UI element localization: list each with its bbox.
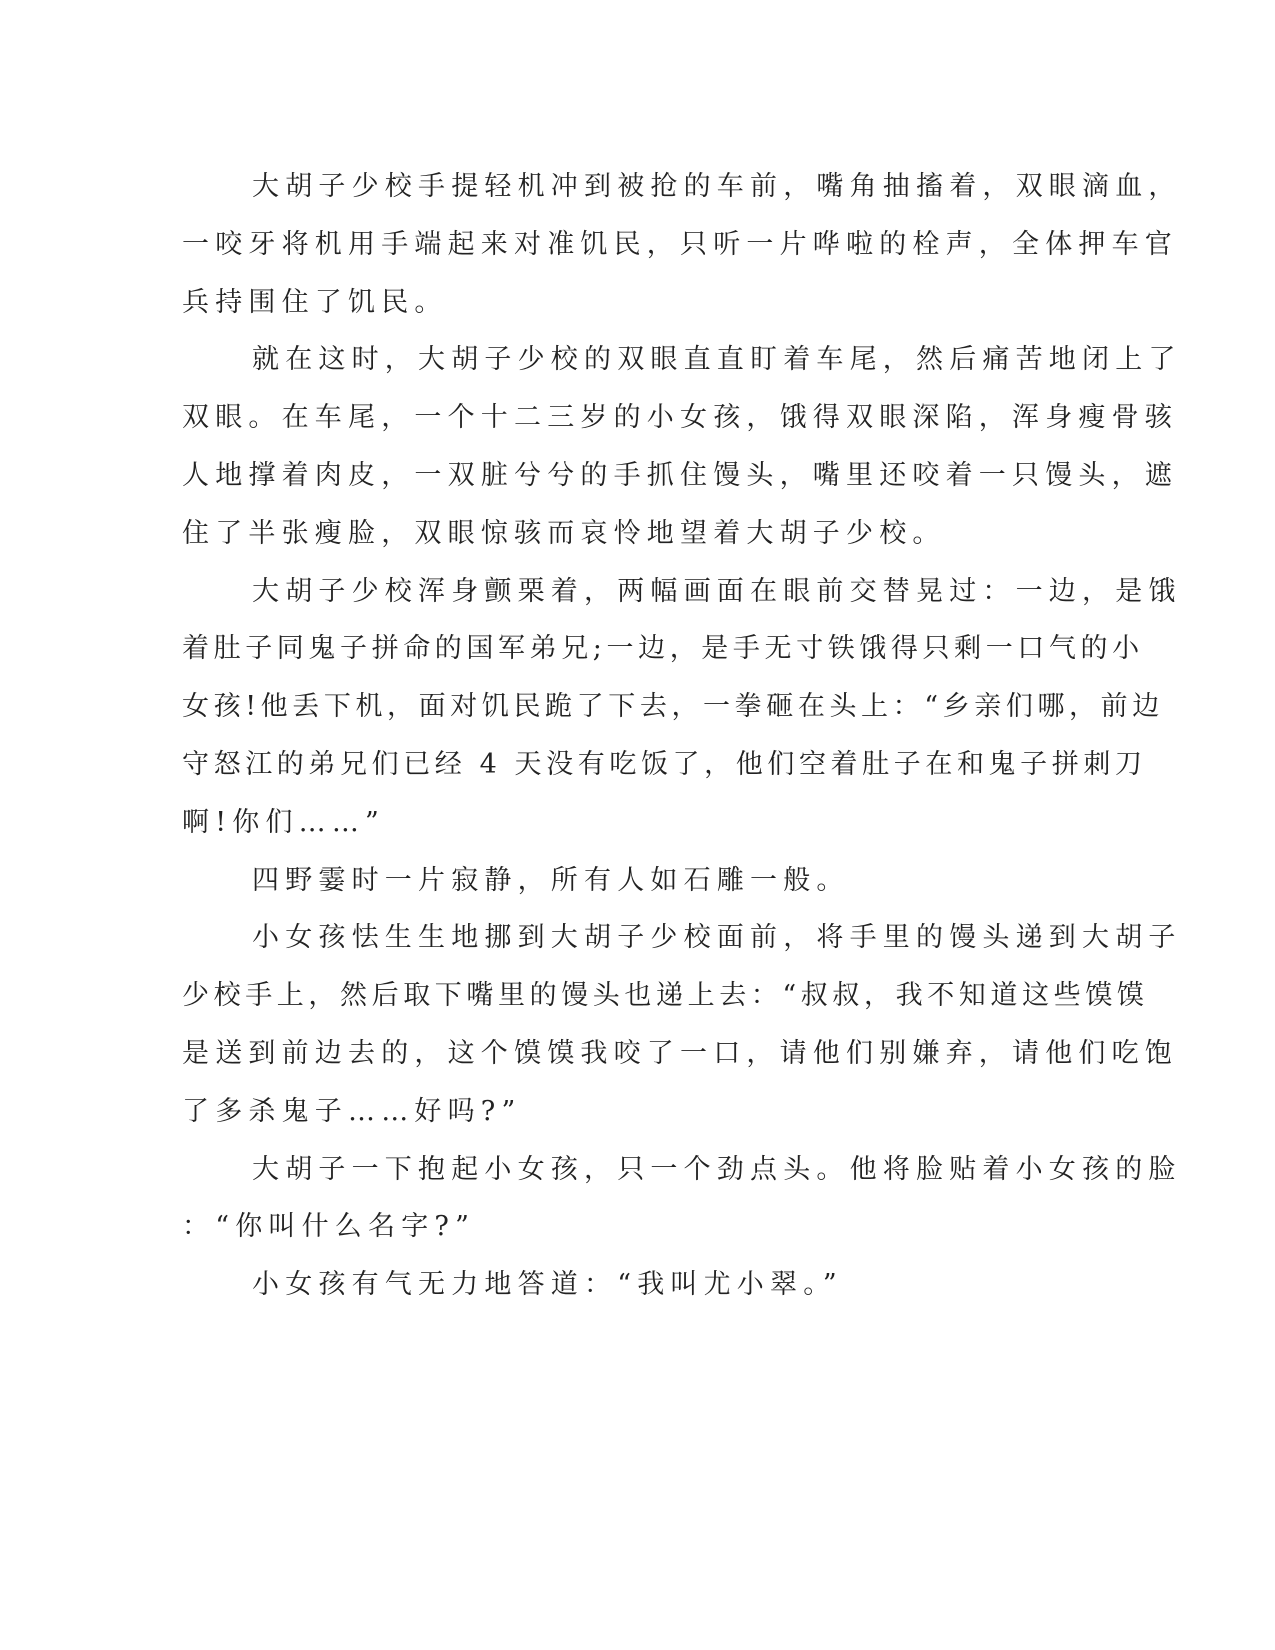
text-line: 是送到前边去的，这个馍馍我咬了一口，请他们别嫌弃，请他们吃饱: [182, 1037, 1178, 1069]
text-line: 大胡子一下抱起小女孩，只一个劲点头。他将脸贴着小女孩的脸: [252, 1153, 1182, 1185]
text-line: 双眼。在车尾，一个十二三岁的小女孩，饿得双眼深陷，浑身瘦骨骇: [182, 402, 1178, 434]
text-line: 大胡子少校手提轻机冲到被抢的车前，嘴角抽搐着，双眼滴血，: [252, 171, 1182, 202]
text-line: 住了半张瘦脸，双眼惊骇而哀怜地望着大胡子少校。: [182, 517, 946, 549]
text-line: 小女孩怯生生地挪到大胡子少校面前，将手里的馒头递到大胡子: [252, 922, 1182, 954]
story-body: [182, 158, 1182, 1314]
text-line: 人地撑着肉皮，一双脏兮兮的手抓住馒头，嘴里还咬着一只馒头，遮: [182, 459, 1178, 491]
text-line: 小女孩有气无力地答道：“我叫尤小翠。”: [252, 1269, 843, 1301]
text-line: 就在这时，大胡子少校的双眼直直盯着车尾，然后痛苦地闭上了: [252, 344, 1182, 376]
text-line: 大胡子少校浑身颤栗着，两幅画面在眼前交替晃过：一边，是饿: [252, 575, 1182, 607]
text-line: 兵持围住了饥民。: [182, 286, 448, 318]
text-line: 了多杀鬼子……好吗?”: [182, 1095, 522, 1127]
text-line: ：“你叫什么名字?”: [182, 1211, 476, 1243]
text-line: 四野霎时一片寂静，所有人如石雕一般。: [252, 864, 850, 896]
text-line: 一咬牙将机用手端起来对准饥民，只听一片哗啦的栓声，全体押车官: [182, 228, 1178, 260]
text-line: 着肚子同鬼子拼命的国军弟兄;一边，是手无寸铁饿得只剩一口气的小: [182, 633, 1144, 665]
text-line: 啊!你们……”: [182, 806, 386, 838]
text-line: 守怒江的弟兄们已经 4 天没有吃饭了，他们空着肚子在和鬼子拼刺刀: [182, 748, 1147, 780]
text-line: 少校手上，然后取下嘴里的馒头也递上去：“叔叔，我不知道这些馍馍: [182, 980, 1149, 1012]
text-line: 女孩!他丢下机，面对饥民跪了下去，一拳砸在头上：“乡亲们哪，前边: [182, 691, 1164, 723]
